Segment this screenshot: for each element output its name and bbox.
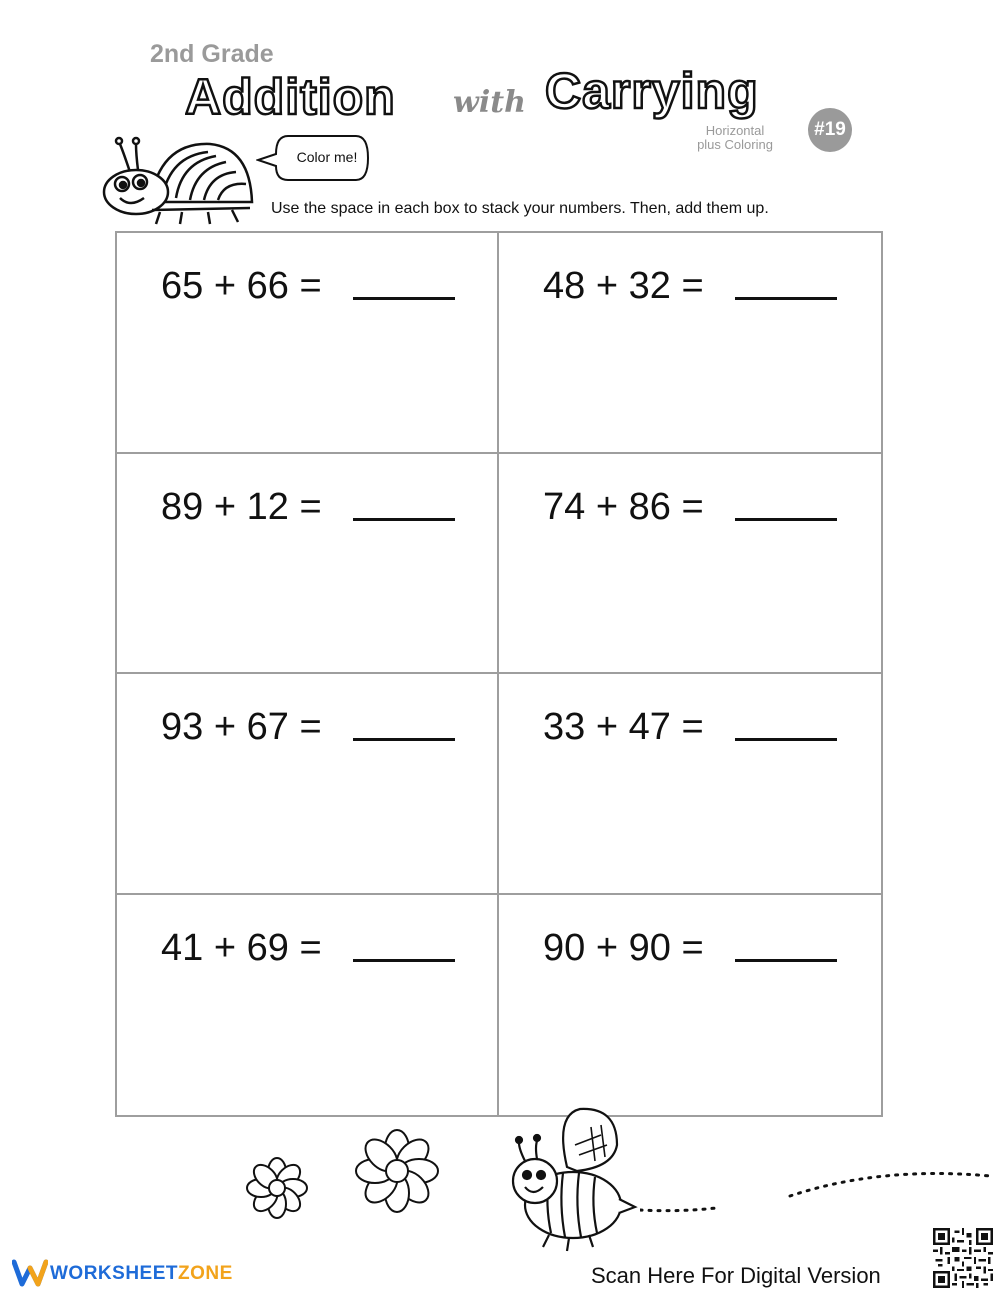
speech-bubble-text: Color me! bbox=[296, 149, 358, 165]
scan-caption: Scan Here For Digital Version bbox=[591, 1263, 881, 1288]
plus-sign: + bbox=[595, 265, 619, 307]
addend-b: 69 bbox=[246, 926, 289, 969]
brand-name[interactable] bbox=[50, 1263, 233, 1285]
equation bbox=[543, 265, 704, 308]
answer-blank[interactable] bbox=[353, 297, 455, 300]
equation bbox=[161, 706, 322, 749]
answer-blank[interactable] bbox=[353, 738, 455, 741]
equals-sign: = bbox=[681, 485, 704, 528]
instructions: Use the space in each box to stack your numbers. Then, add them up. bbox=[271, 200, 769, 217]
equals-sign: = bbox=[299, 706, 322, 748]
worksheet-number-badge: #19 bbox=[808, 108, 852, 152]
dotted-trail bbox=[640, 1160, 1000, 1220]
problem-box[interactable] bbox=[499, 233, 881, 454]
addend-a: 93 bbox=[161, 706, 204, 748]
title-addition: Addition bbox=[185, 69, 396, 125]
equation bbox=[161, 486, 322, 529]
answer-blank[interactable] bbox=[735, 738, 837, 741]
addend-a: 41 bbox=[161, 926, 204, 969]
bee-icon bbox=[505, 1105, 645, 1255]
subtitle-line2: plus Coloring bbox=[697, 137, 773, 152]
addend-a: 74 bbox=[543, 485, 586, 528]
worksheet-title bbox=[185, 62, 825, 130]
equals-sign: = bbox=[681, 706, 704, 748]
plus-sign: + bbox=[595, 926, 619, 969]
subtitle-line1: Horizontal bbox=[705, 123, 765, 138]
problem-box[interactable] bbox=[117, 454, 499, 675]
problem-box[interactable] bbox=[117, 233, 499, 454]
equals-sign: = bbox=[681, 926, 704, 969]
addend-b: 90 bbox=[628, 926, 671, 969]
equation bbox=[161, 265, 322, 308]
addend-b: 66 bbox=[246, 265, 289, 307]
equals-sign: = bbox=[299, 265, 322, 307]
equation bbox=[161, 927, 322, 970]
addend-a: 33 bbox=[543, 706, 586, 748]
small-flower-icon bbox=[247, 1158, 307, 1218]
plus-sign: + bbox=[213, 926, 237, 969]
addend-a: 48 bbox=[543, 265, 586, 307]
problem-grid bbox=[115, 231, 883, 1117]
equation bbox=[543, 486, 704, 529]
answer-blank[interactable] bbox=[353, 959, 455, 962]
problem-box[interactable] bbox=[499, 454, 881, 675]
equation bbox=[543, 706, 704, 749]
plus-sign: + bbox=[595, 706, 619, 748]
brand-part-zone: ZONE bbox=[178, 1263, 233, 1284]
addend-a: 65 bbox=[161, 265, 204, 307]
problem-box[interactable] bbox=[499, 895, 881, 1116]
problem-box[interactable] bbox=[117, 674, 499, 895]
large-flower-icon bbox=[356, 1130, 438, 1212]
answer-blank[interactable] bbox=[735, 518, 837, 521]
addend-b: 67 bbox=[246, 706, 289, 748]
plus-sign: + bbox=[595, 485, 619, 528]
flowers-illustration bbox=[240, 1128, 450, 1224]
brand-part-worksheet: WORKSHEET bbox=[50, 1263, 178, 1284]
title-carrying: Carrying bbox=[545, 63, 759, 119]
problem-box[interactable] bbox=[117, 895, 499, 1116]
equation bbox=[543, 927, 704, 970]
addend-b: 32 bbox=[628, 265, 671, 307]
worksheetzone-logo-icon bbox=[12, 1258, 48, 1288]
subtitle bbox=[690, 124, 780, 152]
plus-sign: + bbox=[213, 265, 237, 307]
title-with: with bbox=[453, 85, 526, 120]
addend-b: 12 bbox=[246, 485, 289, 528]
equals-sign: = bbox=[299, 485, 322, 528]
plus-sign: + bbox=[213, 706, 237, 748]
addend-a: 90 bbox=[543, 926, 586, 969]
equals-sign: = bbox=[681, 265, 704, 307]
answer-blank[interactable] bbox=[735, 959, 837, 962]
qr-code-icon[interactable] bbox=[933, 1228, 993, 1288]
answer-blank[interactable] bbox=[735, 297, 837, 300]
plus-sign: + bbox=[213, 485, 237, 528]
grade-label: 2nd Grade bbox=[150, 40, 274, 68]
addend-a: 89 bbox=[161, 485, 204, 528]
beetle-icon bbox=[100, 132, 260, 232]
addend-b: 47 bbox=[628, 706, 671, 748]
answer-blank[interactable] bbox=[353, 518, 455, 521]
equals-sign: = bbox=[299, 926, 322, 969]
addend-b: 86 bbox=[628, 485, 671, 528]
problem-box[interactable] bbox=[499, 674, 881, 895]
